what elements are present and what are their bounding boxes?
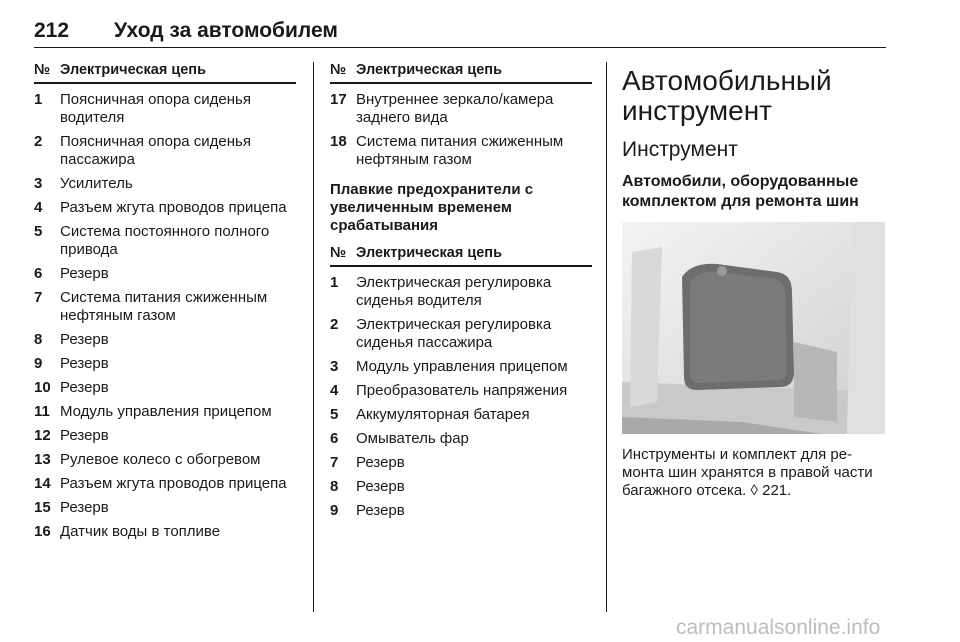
table-row	[330, 358, 592, 376]
fuse-number: 14	[34, 475, 51, 492]
fuse-table-body	[330, 91, 592, 169]
fuse-number: 3	[34, 175, 43, 192]
column-1	[34, 62, 296, 547]
fuse-number: 15	[34, 499, 51, 516]
table-row	[330, 91, 592, 127]
table-row	[330, 382, 592, 400]
fuse-circuit: Модуль управления прицепом	[356, 358, 568, 375]
fuse-circuit: Поясничная опора сиденья пассажира	[60, 133, 251, 168]
fuse-number: 8	[330, 478, 339, 495]
tools-location-text	[622, 446, 892, 500]
fuse-number: 6	[34, 265, 43, 282]
header-no: №	[330, 245, 347, 261]
fuse-number: 18	[330, 133, 347, 150]
table-row	[34, 475, 296, 493]
fuse-circuit: Датчик воды в топливе	[60, 523, 221, 540]
fuse-circuit: Резерв	[60, 331, 109, 348]
table-row	[34, 133, 296, 169]
fuse-circuit: Преобразователь напряжения	[356, 382, 568, 399]
fuse-number: 13	[34, 451, 51, 468]
fuse-circuit: Резерв	[60, 355, 109, 372]
fuse-number: 4	[330, 382, 339, 399]
table-row	[330, 274, 592, 310]
table-row	[34, 523, 296, 541]
subsection-heading: Автомобили, оборудованные комплектом для ремонта шин	[622, 173, 859, 210]
page-reference[interactable]: 221.	[757, 482, 792, 499]
header-circuit: Электрическая цепь	[60, 62, 206, 78]
page-header	[34, 16, 886, 48]
fuse-number: 1	[34, 91, 43, 108]
fuse-circuit: Система питания сжиженным нефтяным газом	[60, 289, 268, 324]
paragraph-text: Инструменты и комплект для ре-монта шин хранятся в правой части багажного отсека.	[622, 446, 873, 499]
fuse-number: 2	[330, 316, 339, 333]
table-row	[34, 289, 296, 325]
fuse-table-header	[34, 62, 296, 84]
column-3	[622, 62, 892, 500]
fuse-number: 8	[34, 331, 43, 348]
trunk-photo	[622, 222, 885, 434]
table-row	[34, 499, 296, 517]
fuse-circuit: Резерв	[60, 265, 109, 282]
table-row	[330, 454, 592, 472]
fuse-number: 9	[34, 355, 43, 372]
table-row	[330, 316, 592, 352]
fuse-circuit: Модуль управления прицепом	[60, 403, 272, 420]
column-2	[330, 62, 592, 526]
fuse-number: 6	[330, 430, 339, 447]
table-row	[34, 175, 296, 193]
fuse-circuit: Резерв	[60, 499, 109, 516]
column-divider	[313, 62, 314, 612]
page-reference-icon: ◊	[750, 482, 758, 499]
fuse-circuit: Усилитель	[60, 175, 133, 192]
table-row	[34, 91, 296, 127]
fuse-number: 9	[330, 502, 339, 519]
fuse-number: 11	[34, 403, 50, 420]
fuse-circuit: Электрическая регулировка сиденья водителя	[356, 274, 552, 309]
slow-blow-fuses-heading: Плавкие предохранители с увеличенным временем срабатывания	[330, 181, 534, 234]
fuse-number: 2	[34, 133, 43, 150]
fuse-table-header	[330, 62, 592, 84]
fuse-number: 5	[330, 406, 339, 423]
fuse-number: 10	[34, 379, 51, 396]
table-row	[34, 199, 296, 217]
fuse-number: 3	[330, 358, 339, 375]
table-row	[34, 355, 296, 373]
fuse-circuit: Омыватель фар	[356, 430, 469, 447]
fuse-number: 4	[34, 199, 43, 216]
table-row	[34, 379, 296, 397]
fuse-circuit: Внутреннее зеркало/камера заднего вида	[356, 91, 554, 126]
header-no: №	[34, 62, 51, 78]
table-row	[34, 265, 296, 283]
fuse-number: 12	[34, 427, 51, 444]
fuse-circuit: Поясничная опора сиденья водителя	[60, 91, 251, 126]
fuse-table-header	[330, 245, 592, 267]
header-circuit: Электрическая цепь	[356, 62, 502, 78]
table-row	[330, 430, 592, 448]
table-row	[330, 133, 592, 169]
fuse-circuit: Разъем жгута проводов прицепа	[60, 199, 287, 216]
fuse-table-body	[34, 91, 296, 541]
table-row	[330, 406, 592, 424]
header-circuit: Электрическая цепь	[356, 245, 502, 261]
fuse-number: 5	[34, 223, 43, 240]
table-row	[330, 478, 592, 496]
fuse-circuit: Резерв	[356, 502, 405, 519]
table-row	[34, 427, 296, 445]
page-number: 212	[34, 19, 70, 42]
fuse-circuit: Система питания сжиженным нефтяным газом	[356, 133, 564, 168]
fuse-circuit: Резерв	[60, 427, 109, 444]
fuse-circuit: Разъем жгута проводов прицепа	[60, 475, 287, 492]
table-row	[34, 451, 296, 469]
table-row	[34, 403, 296, 421]
table-row	[34, 331, 296, 349]
fuse-circuit: Резерв	[60, 379, 109, 396]
fuse-number: 17	[330, 91, 347, 108]
fuse-number: 16	[34, 523, 51, 540]
fuse-number: 7	[330, 454, 339, 471]
section-subtitle: Инструмент	[622, 138, 738, 161]
column-divider	[606, 62, 607, 612]
fuse-circuit: Резерв	[356, 454, 405, 471]
table-row	[34, 223, 296, 259]
page-section-title: Уход за автомобилем	[114, 19, 338, 42]
table-row	[330, 502, 592, 520]
fuse-circuit: Аккумуляторная батарея	[356, 406, 530, 423]
fuse-circuit: Электрическая регулировка сиденья пассажира	[356, 316, 552, 351]
fuse-circuit: Система постоянного полного привода	[60, 223, 270, 258]
fuse-circuit: Резерв	[356, 478, 405, 495]
section-title: Автомобильный инструмент	[622, 65, 832, 126]
fuse-table-body	[330, 274, 592, 520]
fuse-number: 7	[34, 289, 43, 306]
header-no: №	[330, 62, 347, 78]
fuse-circuit: Рулевое колесо с обогревом	[60, 451, 261, 468]
fuse-number: 1	[330, 274, 339, 291]
watermark: carmanualsonline.info	[676, 616, 881, 639]
trunk-illustration	[622, 222, 885, 434]
